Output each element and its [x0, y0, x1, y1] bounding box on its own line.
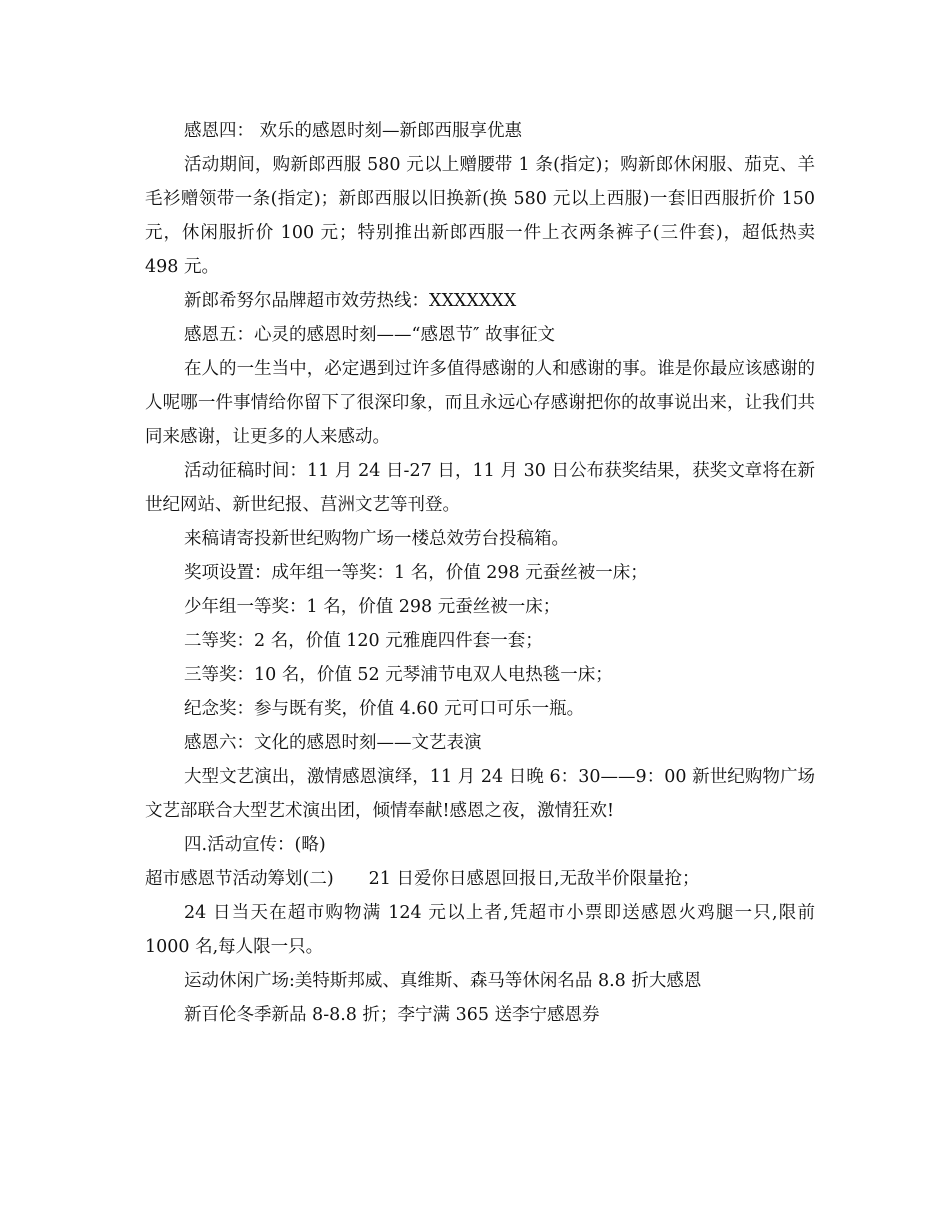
paragraph-sports-plaza: 运动休闲广场:美特斯邦威、真维斯、森马等休闲名品 8.8 折大感恩 [184, 971, 702, 991]
paragraph-story-intro: 在人的一生当中，必定遇到过许多值得感谢的人和感谢的事。谁是你最应该感谢的人呢哪一件事情给你留下了很深印象，而且永远心存感谢把你的故事说出来，让我们共同来感谢，让更多的人来感动。 [145, 359, 815, 447]
heading-plan-two: 超市感恩节活动筹划(二) 21 日爱你日感恩回报日,无敌半价限量抢； [145, 869, 700, 889]
paragraph-prize-second: 二等奖：2 名，价值 120 元雅鹿四件套一套； [184, 631, 543, 651]
paragraph-prize-souvenir: 纪念奖：参与既有奖，价值 4.60 元可口可乐一瓶。 [184, 699, 585, 719]
paragraph-prize-youth-first: 少年组一等奖：1 名，价值 298 元蚕丝被一床； [184, 597, 561, 617]
paragraph-performance: 大型文艺演出，激情感恩演绎，11 月 24 日晚 6：30——9：00 新世纪购物广场文艺部联合大型艺术演出团，倾情奉献!感恩之夜，激情狂欢! [145, 767, 815, 821]
document-body [145, 114, 815, 1032]
paragraph-turkey-leg-offer: 24 日当天在超市购物满 124 元以上者,凭超市小票即送感恩火鸡腿一只,限前 1000 名,每人限一只。 [145, 903, 815, 957]
paragraph-hotline: 新郎希努尔品牌超市效劳热线：XXXXXXX [184, 291, 517, 311]
paragraph-prize-adult-first: 奖项设置：成年组一等奖：1 名，价值 298 元蚕丝被一床； [184, 563, 648, 583]
paragraph-submission-time: 活动征稿时间：11 月 24 日-27 日，11 月 30 日公布获奖结果，获奖文章将在新世纪网站、新世纪报、莒洲文艺等刊登。 [145, 461, 815, 515]
paragraph-prize-third: 三等奖：10 名，价值 52 元琴浦节电双人电热毯一床； [184, 665, 613, 685]
paragraph-submission-box: 来稿请寄投新世纪购物广场一楼总效劳台投稿箱。 [184, 529, 569, 549]
paragraph-new-balance: 新百伦冬季新品 8-8.8 折；李宁满 365 送李宁感恩券 [184, 1005, 600, 1025]
heading-gratitude-six: 感恩六：文化的感恩时刻——文艺表演 [184, 733, 482, 753]
paragraph-suit-offer: 活动期间，购新郎西服 580 元以上赠腰带 1 条(指定)；购新郎休闲服、茄克、羊毛衫赠领带一条(指定)；新郎西服以旧换新(换 580 元以上西服)一套旧西服折价 150 元，休闲服折价 100 元；特别推出新郎西服一件上衣两条裤子(三件套)，超低热卖 498 元。 [145, 155, 815, 277]
heading-gratitude-four: 感恩四： 欢乐的感恩时刻—新郎西服享优惠 [184, 121, 523, 141]
heading-promotion: 四.活动宣传：(略) [184, 835, 326, 855]
heading-gratitude-five: 感恩五：心灵的感恩时刻——“感恩节″ 故事征文 [184, 325, 556, 345]
